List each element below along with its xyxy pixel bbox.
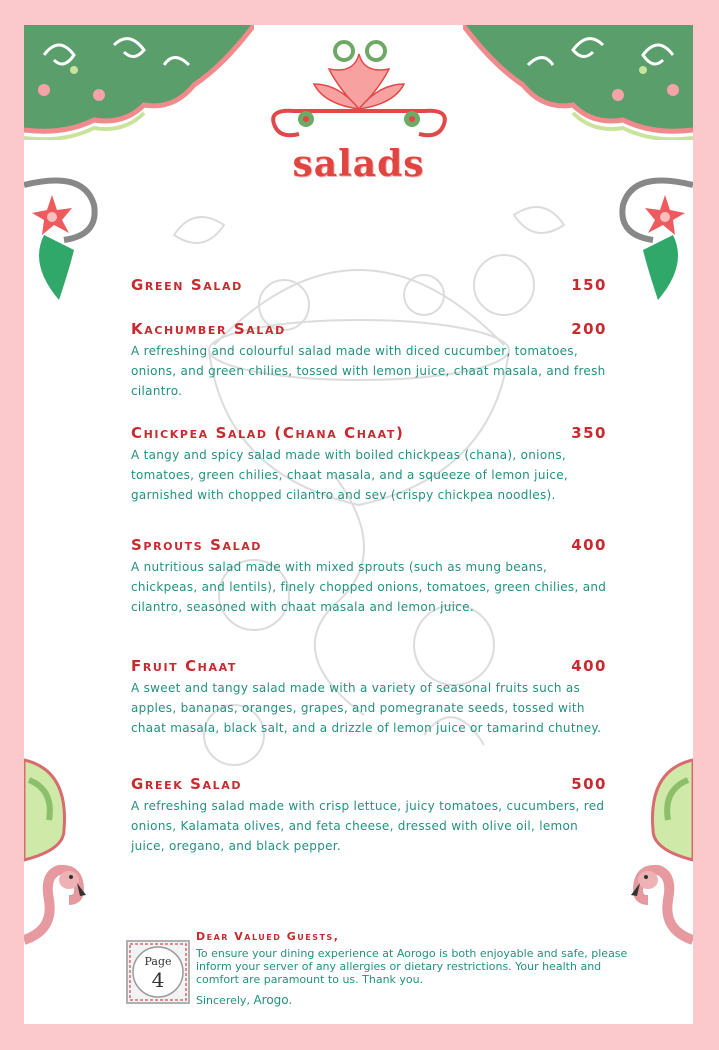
flower-ornament-right xyxy=(618,175,693,300)
flamingo-ornament-left xyxy=(24,750,94,950)
item-name: Green Salad xyxy=(131,276,243,294)
corner-ornament-top-left xyxy=(24,25,254,140)
page-label: Page xyxy=(144,955,172,968)
note-heading: Dear Valued Guests, xyxy=(196,930,340,943)
item-name: Sprouts Salad xyxy=(131,536,263,554)
sign-name: Arogo. xyxy=(253,993,293,1007)
item-description: A nutritious salad made with mixed sprouts (such as mung beans, chickpeas, and lentils), finely chopped onions, tomatoes, green chilies, and cilantro, seasoned with chaat masala and lemon juice. xyxy=(131,560,607,614)
item-description: A sweet and tangy salad made with a variety of seasonal fruits such as apples, bananas, oranges, grapes, and pomegranate seeds, tossed with chaat masala, black salt, and a drizzle of lemon juice or tamarind chutney. xyxy=(131,681,602,735)
item-price: 500 xyxy=(571,775,607,793)
item-name: Kachumber Salad xyxy=(131,320,286,338)
page-badge xyxy=(126,940,190,1004)
item-price: 200 xyxy=(571,320,607,338)
note-body: To ensure your dining experience at Aorogo is both enjoyable and safe, please inform your server of any allergies or dietary restrictions. Your health and comfort are paramount to us. Thank you. xyxy=(196,947,628,986)
item-description: A tangy and spicy salad made with boiled chickpeas (chana), onions, tomatoes, green chilies, chaat masala, and a squeeze of lemon juice, garnished with chopped cilantro and sev (crispy chickpea noodles). xyxy=(131,448,569,502)
flamingo-ornament-right xyxy=(623,750,693,950)
page-number: 4 xyxy=(151,968,165,992)
item-price: 400 xyxy=(571,657,607,675)
item-name: Fruit Chaat xyxy=(131,657,237,675)
item-description: A refreshing salad made with crisp lettuce, juicy tomatoes, cucumbers, red onions, Kalamata olives, and feta cheese, dressed with olive oil, lemon juice, oregano, and black pepper. xyxy=(131,799,605,853)
item-price: 400 xyxy=(571,536,607,554)
item-name: Greek Salad xyxy=(131,775,243,793)
sign-prefix: Sincerely, xyxy=(196,994,250,1007)
flower-ornament-left xyxy=(24,175,99,300)
menu-page xyxy=(24,25,693,1024)
lotus-crest-icon xyxy=(244,39,474,149)
page-title: salads xyxy=(292,143,425,185)
note-signature xyxy=(196,993,292,1007)
item-name: Chickpea Salad (Chana Chaat) xyxy=(131,424,405,442)
item-price: 350 xyxy=(571,424,607,442)
item-price: 150 xyxy=(571,276,607,294)
corner-ornament-top-right xyxy=(463,25,693,140)
item-description: A refreshing and colourful salad made with diced cucumber, tomatoes, onions, and green chilies, tossed with lemon juice, chaat masala, and fresh cilantro. xyxy=(131,344,606,398)
